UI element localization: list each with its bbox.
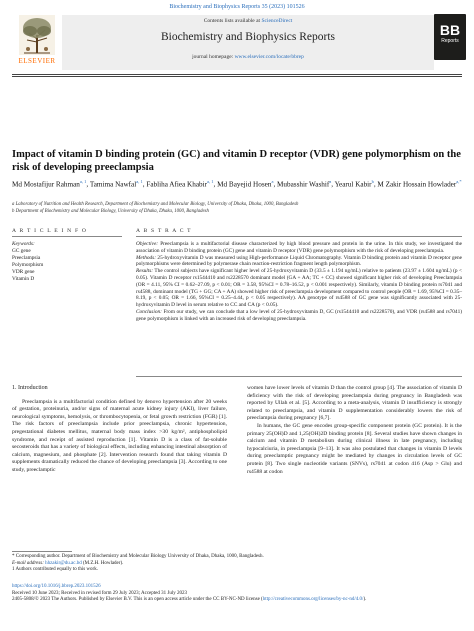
author-7-affiliation[interactable]: a,*	[456, 179, 462, 184]
methods-text: 25-hydroxyvitamin D was measured using High-performance Liquid Chromatography. Vitamin D binding protein and vitamin D receptor gene polymorphisms were determined by polymerase chain reaction-restriction fragment length polymorphism.	[136, 254, 462, 268]
license-link[interactable]: http://creativecommons.org/licenses/by-nc-nd/4.0/	[262, 597, 364, 603]
author-3-affiliation[interactable]: a, 1	[207, 179, 214, 184]
footnotes	[12, 554, 462, 574]
intro-paragraph-2: women have lower levels of vitamin D than the control group [4]. The association of vitamin D deficiency with the risk of developing preeclampsia during pregnancy in Bangladesh was reported by Ullah et al. [5]. According to a meta-analysis, vitamin D insufficiency is strongly related to preeclampsia, and vitamin D supplementation considerably lowers the risk of preeclampsia during pregnancy [6,7].	[247, 385, 462, 422]
running-head[interactable]: Biochemistry and Biophysics Reports 35 (2023) 101526	[169, 4, 305, 10]
article-title: Impact of vitamin D binding protein (GC) and vitamin D receptor (VDR) gene polymorphism on the risk of developing preeclampsia	[12, 149, 461, 173]
author-separator: ,	[373, 180, 378, 189]
contents-prefix: Contents lists available at	[203, 18, 262, 24]
objective-text: Preeclampsia is a multifactorial disease characterized by high blood pressure and protein in the urine. In this study, we investigated the association of vitamin D binding protein (GC) gene and vitamin D receptor (VDR) gene polymorphism with the risk of developing preeclampsia.	[136, 241, 462, 254]
email-suffix: (M.Z.H. Howlader).	[81, 560, 124, 566]
doi-link[interactable]: https://doi.org/10.1016/j.bbrep.2023.101526	[12, 584, 101, 589]
author-5[interactable]: Mubasshir Washif	[277, 180, 330, 189]
received-dates: Received 10 June 2023; Received in revised form 29 July 2023; Accepted 31 July 2023	[12, 590, 187, 596]
keyword-item: Preeclampsia	[12, 255, 41, 261]
keyword-item: Vitamin D	[12, 276, 35, 282]
journal-name: Biochemistry and Biophysics Reports	[160, 31, 336, 43]
author-separator: ,	[331, 180, 335, 189]
intro-paragraph-3: In humans, the GC gene encodes group-specific component protein (GC protein). It is the primary 25(OH)D and 1,25(OH)2D binding protein [8]. Several studies have shown changes in calcium and vitamin D metabolism during clinical illness in late pregnancy, including hypocalciuria, in preeclampsia [9–13]. It was also postulated that changes in vitamin D levels during preeclamptic pregnancy might be mediated by changes in circulation levels of GC protein [8]. Two single nucleotide variants (SNVs), rs7041 at codon 416 (Asp > Glu) and rs4588 at codon	[247, 422, 462, 475]
author-4-affiliation[interactable]: a	[271, 179, 274, 184]
keywords-label: Keywords:	[12, 241, 35, 247]
abstract-body	[136, 241, 462, 323]
author-1[interactable]: Md Mostafijur Rahman	[12, 180, 80, 189]
conclusion-text: From our study, we can conclude that a low level of 25-hydroxyvitamin D, GC (rs1544410 and rs2228570), and VDR (rs4588 and rs7041) gene polymorphism is linked with an increased risk of developing preeclampsia.	[136, 308, 462, 322]
email-label: E-mail address:	[12, 560, 46, 566]
author-list	[12, 177, 462, 190]
author-2[interactable]: Tamima Nawfal	[89, 180, 137, 189]
abstract-rule	[136, 236, 462, 237]
keyword-item: GC gene	[12, 248, 31, 254]
author-separator: ,	[273, 180, 278, 189]
section-title-introduction: 1. Introduction	[12, 385, 48, 391]
author-6-affiliation[interactable]: b	[371, 179, 374, 184]
results-text: The control subjects have significant higher level of 25-hydroxyvitamin D (33.5 ± 1.194 ng/mL) relative to patients (23.97 ± 1.604 ng/mL) (p < 0.05). Vitamin D receptor rs1544410 and rs2228570 dominant model (GA + AA; TC + CC) showed significant higher risk of developing Preeclampsia (OR = 4.11, 95% CI = 0.62–27.09, p < 0.01; OR = 3.58, 95%CI = 0.78–16.52, p < 0.001 respectively). Similarly, vitamin D binding protein rs7041 and rs4588, dominant model (TG + GG; CA + AA) showed higher risk of preeclampsia development compared to control people (OR = 1.69, 95%CI = 0.35–8.19, p < 0.05; OR = 1.66, 95%CI = 0.25–4.44, p < 0.05 respectively). AA genotype of rs4588 of GC gene was significantly associated with 25-hydroxyvitamin D level in serum relative to CC and CA (p < 0.05).	[136, 268, 462, 309]
homepage-link[interactable]: www.elsevier.com/locate/bbrep	[234, 54, 304, 60]
objective-label: Objective:	[136, 241, 159, 247]
footnote-equal-contribution: 1 Authors contributed equally to this work.	[12, 567, 98, 573]
article-info-heading: A R T I C L E I N F O	[12, 228, 88, 234]
methods-label: Methods:	[136, 254, 157, 261]
footnote-corresponding: * Corresponding author. Department of Biochemistry and Molecular Biology University of Dhaka, Dhaka, 1000, Bangladesh.	[12, 554, 264, 559]
sciencedirect-link[interactable]: ScienceDirect	[261, 18, 293, 24]
abstract-objective	[136, 241, 462, 255]
affiliation-a: a Laboratory of Nutrition and Health Research, Department of Biochemistry and Molecular Biology, University of Dhaka, Dhaka, 1000, Bangladesh	[12, 202, 299, 207]
footnote-email	[12, 561, 462, 568]
journal-homepage	[62, 54, 434, 60]
conclusion-label: Conclusion:	[136, 308, 162, 315]
license-prefix: 2405-5808/© 2023 The Authors. Published by Elsevier B.V. This is an open access article under the CC BY-NC-ND license (	[12, 597, 263, 603]
author-2-affiliation[interactable]: a, 1	[136, 179, 143, 184]
author-4[interactable]: Md Bayejid Hosen	[217, 180, 272, 189]
author-separator: ,	[142, 180, 147, 189]
body-column-right	[247, 385, 462, 476]
cover-logo-letters: BB	[439, 22, 461, 38]
keywords	[12, 241, 122, 283]
abstract-heading: A B S T R A C T	[136, 228, 192, 234]
journal-cover-logo[interactable]	[434, 14, 466, 60]
body-column-left	[12, 385, 227, 475]
intro-paragraph-1: Preeclampsia is a multifactorial condition defined by denovo hypertension after 20 weeks of gestation, proteinuria, and/or signs of maternal acute kidney injury (AKI), liver failure, neurological symptoms, hemolysis, or thrombocytopenia, or fetal growth restriction (FGR) [1]. The risk factors of preeclampsia include prior preeclampsia, chronic hypertension, pregestational diabetes mellitus, maternal body mass index >30 kg/m², antiphospholipid syndrome, and receipt of assisted reproduction [1]. Vitamin D is a class of fat-soluble secosteroids that has a variety of biological effects, including enhancing intestinal absorption of calcium, magnesium, and phosphate [2]. Intervention research found that taking vitamin D supplements dramatically reduced the chance of developing preeclampsia [3]. According to one study, preeclamptic	[12, 398, 227, 473]
results-label: Results:	[136, 268, 154, 275]
abstract-results	[136, 268, 462, 309]
cover-logo-sub: Reports	[441, 38, 459, 44]
author-3[interactable]: Fabliha Afiea Khabir	[146, 180, 208, 189]
journal-header	[62, 15, 434, 70]
abstract-end-rule	[136, 376, 462, 377]
email-link[interactable]: hhzakir@du.ac.bd	[45, 560, 82, 566]
author-separator: ,	[86, 180, 90, 189]
author-5-affiliation[interactable]: a	[329, 179, 332, 184]
article-info-rule	[12, 236, 122, 237]
elsevier-wordmark: ELSEVIER	[18, 57, 56, 65]
affiliations	[12, 201, 462, 215]
header-rule-thin	[12, 76, 462, 77]
homepage-prefix: journal homepage:	[192, 54, 235, 60]
license-statement	[12, 597, 462, 604]
abstract-methods	[136, 255, 462, 269]
publication-info	[12, 584, 462, 604]
header-rule	[12, 74, 462, 75]
author-1-affiliation[interactable]: a, 1	[79, 179, 87, 184]
contents-line	[62, 18, 434, 24]
keyword-item: Polymorphism	[12, 262, 44, 268]
author-7[interactable]: M Zakir Hossain Howlader	[377, 180, 457, 189]
keyword-item: VDR gene	[12, 269, 35, 275]
elsevier-tree-icon	[19, 15, 55, 55]
author-6[interactable]: Yearul Kabir	[334, 180, 372, 189]
footnote-rule	[12, 551, 72, 552]
elsevier-logo[interactable]	[12, 15, 62, 73]
author-separator: ,	[213, 180, 218, 189]
affiliation-b: b Department of Biochemistry and Molecular Biology, University of Dhaka, Dhaka, 1000, Bangladesh	[12, 209, 209, 214]
license-suffix: ).	[363, 597, 367, 603]
abstract-conclusion	[136, 309, 462, 323]
